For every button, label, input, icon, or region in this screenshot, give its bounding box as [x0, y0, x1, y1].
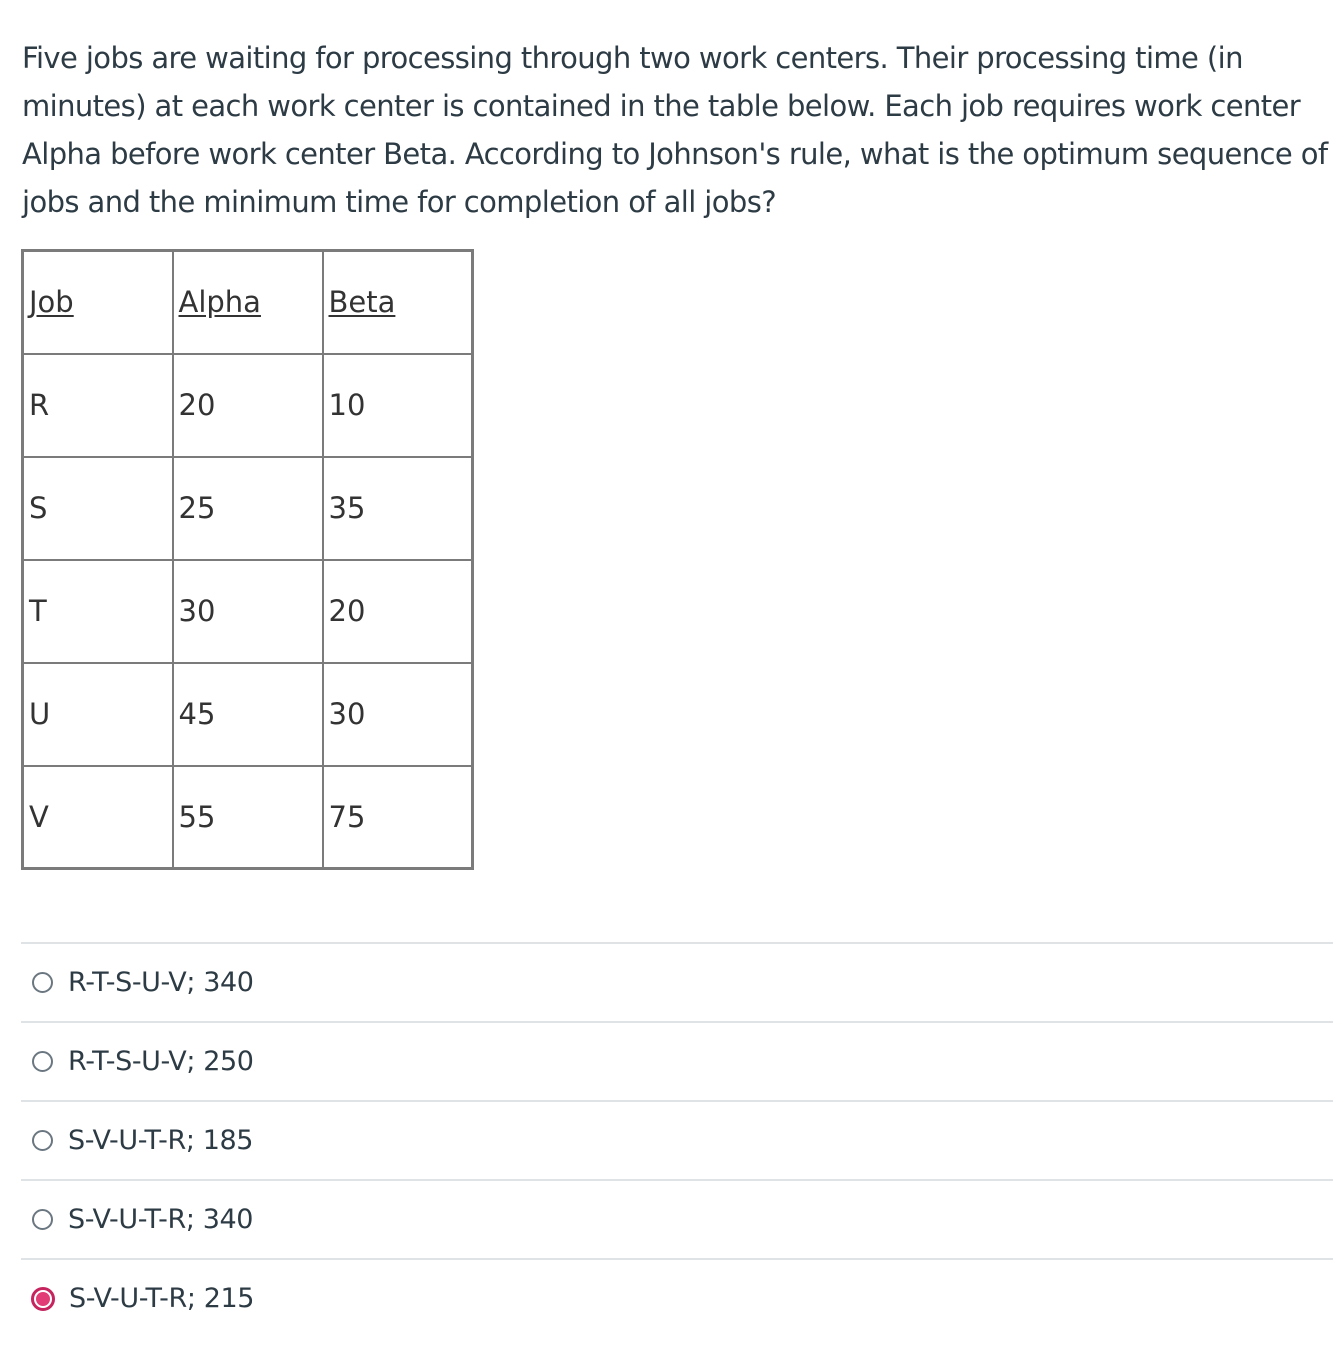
beta-cell: 10: [323, 354, 473, 457]
header-beta: Beta: [323, 251, 473, 354]
alpha-cell: 25: [173, 457, 323, 560]
alpha-cell: 55: [173, 766, 323, 869]
answer-option-5[interactable]: [21, 1258, 1333, 1337]
beta-cell: 30: [323, 663, 473, 766]
answer-option-label[interactable]: S-V-U-T-R; 215: [69, 1283, 255, 1314]
job-cell: U: [23, 663, 173, 766]
job-cell: T: [23, 560, 173, 663]
radio-button-icon[interactable]: [32, 972, 53, 993]
answer-option-1[interactable]: [21, 942, 1333, 1021]
header-alpha: Alpha: [173, 251, 323, 354]
beta-cell: 20: [323, 560, 473, 663]
answer-option-label[interactable]: S-V-U-T-R; 340: [68, 1204, 254, 1235]
beta-cell: 75: [323, 766, 473, 869]
answer-option-label[interactable]: R-T-S-U-V; 340: [68, 967, 254, 998]
table-header-row: [23, 251, 473, 354]
table-row: [23, 354, 473, 457]
answer-option-2[interactable]: [21, 1021, 1333, 1100]
job-cell: S: [23, 457, 173, 560]
radio-button-icon[interactable]: [32, 1051, 53, 1072]
radio-button-icon[interactable]: [32, 1130, 53, 1151]
beta-cell: 35: [323, 457, 473, 560]
alpha-cell: 45: [173, 663, 323, 766]
job-cell: V: [23, 766, 173, 869]
answer-option-3[interactable]: [21, 1100, 1333, 1179]
question-text: Five jobs are waiting for processing through two work centers. Their processing time (in minutes) at each work center is contained in the table below. Each job requires work center Alpha before work center Beta. According to Johnson's rule, what is the optimum sequence of jobs and the minimum time for completion of all jobs?: [22, 41, 1328, 219]
processing-time-table: [21, 249, 474, 870]
alpha-cell: 20: [173, 354, 323, 457]
answer-option-label[interactable]: R-T-S-U-V; 250: [68, 1046, 254, 1077]
alpha-cell: 30: [173, 560, 323, 663]
header-job: Job: [23, 251, 173, 354]
table-row: [23, 663, 473, 766]
radio-button-selected-icon[interactable]: [31, 1287, 55, 1311]
table-row: [23, 457, 473, 560]
answer-options: [21, 942, 1333, 1337]
table-row: [23, 560, 473, 663]
radio-button-icon[interactable]: [32, 1209, 53, 1230]
job-cell: R: [23, 354, 173, 457]
answer-option-4[interactable]: [21, 1179, 1333, 1258]
answer-option-label[interactable]: S-V-U-T-R; 185: [68, 1125, 254, 1156]
table-row: [23, 766, 473, 869]
